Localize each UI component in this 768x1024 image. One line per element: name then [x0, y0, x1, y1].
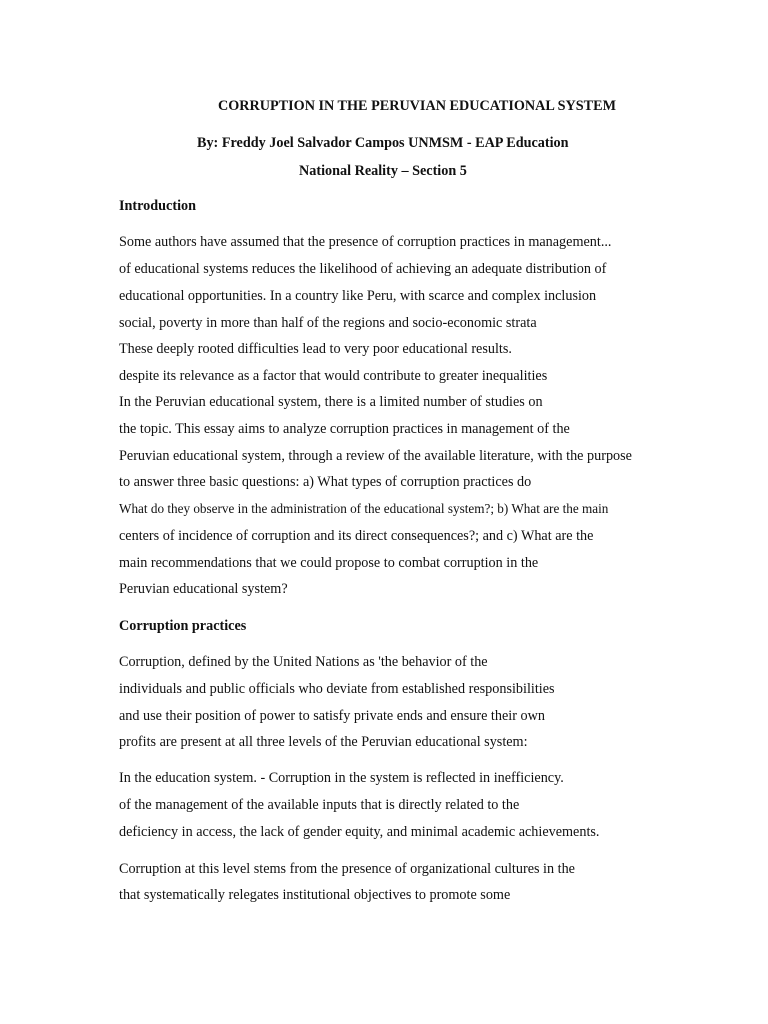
- intro-line-8: the topic. This essay aims to analyze corruption practices in management of the: [119, 421, 570, 437]
- practices-p1-line-1: Corruption, defined by the United Nations as 'the behavior of the: [119, 654, 488, 670]
- document-subtitle: National Reality – Section 5: [299, 163, 467, 179]
- intro-line-3: educational opportunities. In a country like Peru, with scarce and complex inclusion: [119, 288, 597, 304]
- intro-line-7: In the Peruvian educational system, there is a limited number of studies on: [119, 394, 543, 410]
- intro-line-6: despite its relevance as a factor that would contribute to greater inequalities: [119, 368, 548, 384]
- intro-line-10: to answer three basic questions: a) What types of corruption practices do: [119, 474, 532, 490]
- intro-line-13: main recommendations that we could propose to combat corruption in the: [119, 555, 539, 571]
- intro-line-12: centers of incidence of corruption and its direct consequences?; and c) What are the: [119, 528, 594, 544]
- intro-line-4: social, poverty in more than half of the regions and socio-economic strata: [119, 315, 537, 331]
- document-title: CORRUPTION IN THE PERUVIAN EDUCATIONAL SYSTEM: [218, 98, 616, 114]
- intro-line-1: Some authors have assumed that the presence of corruption practices in management...: [119, 234, 612, 250]
- practices-p1-line-2: individuals and public officials who deviate from established responsibilities: [119, 681, 555, 697]
- practices-p2-line-3: deficiency in access, the lack of gender equity, and minimal academic achievements.: [119, 824, 600, 840]
- section-heading-introduction: Introduction: [119, 198, 196, 214]
- practices-p3-line-1: Corruption at this level stems from the presence of organizational cultures in the: [119, 861, 575, 877]
- practices-p1-line-3: and use their position of power to satisfy private ends and ensure their own: [119, 708, 545, 724]
- practices-p1-line-4: profits are present at all three levels of the Peruvian educational system:: [119, 734, 528, 750]
- practices-p2-line-2: of the management of the available inputs that is directly related to the: [119, 797, 520, 813]
- intro-line-2: of educational systems reduces the likelihood of achieving an adequate distribution of: [119, 261, 607, 277]
- intro-line-9: Peruvian educational system, through a review of the available literature, with the purpose: [119, 448, 632, 464]
- intro-line-14: Peruvian educational system?: [119, 581, 288, 597]
- document-byline: By: Freddy Joel Salvador Campos UNMSM - EAP Education: [197, 135, 569, 151]
- section-heading-corruption-practices: Corruption practices: [119, 618, 247, 634]
- practices-p2-line-1: In the education system. - Corruption in the system is reflected in inefficiency.: [119, 770, 564, 786]
- intro-line-11: What do they observe in the administration of the educational system?; b) What are the main: [119, 501, 609, 516]
- intro-line-5: These deeply rooted difficulties lead to very poor educational results.: [119, 341, 512, 357]
- practices-p3-line-2: that systematically relegates institutional objectives to promote some: [119, 887, 511, 903]
